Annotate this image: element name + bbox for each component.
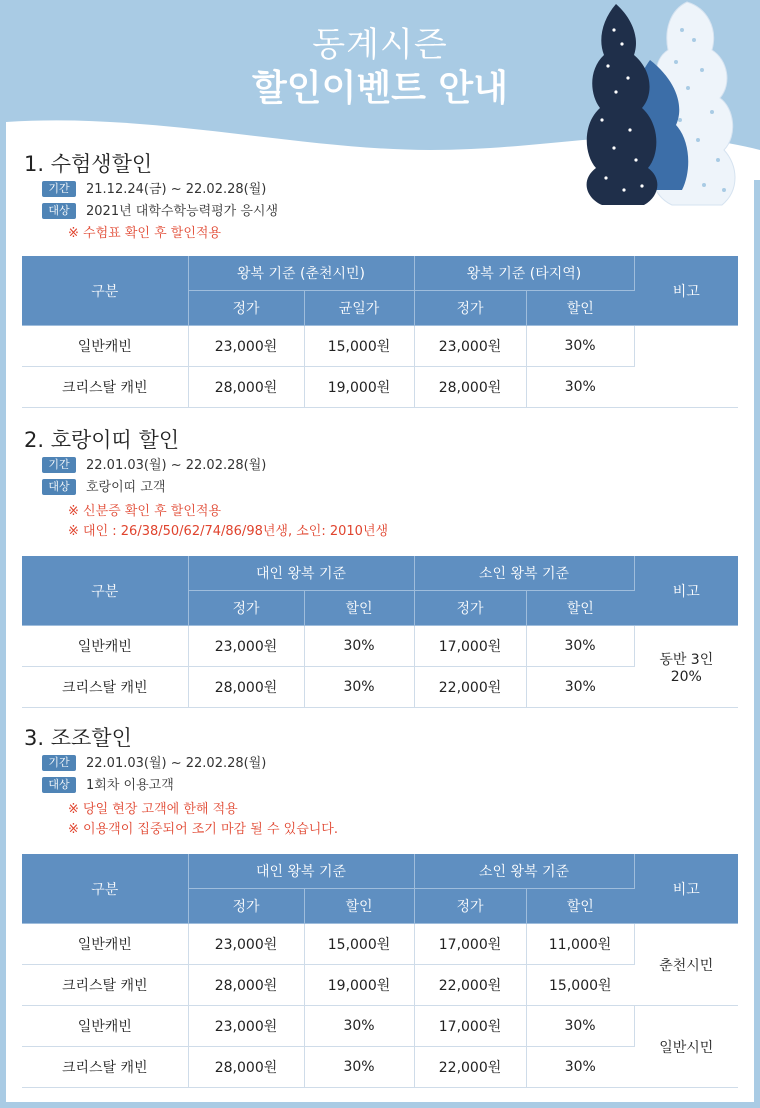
sub-header: 정가 (414, 591, 526, 626)
cell: 28,000원 (188, 1047, 304, 1088)
group1-header: 대인 왕복 기준 (188, 854, 414, 889)
section-title: 3. 조조할인 (24, 726, 132, 750)
price-table (22, 256, 738, 408)
cell: 23,000원 (188, 924, 304, 965)
group2-header: 왕복 기준 (타지역) (414, 256, 634, 291)
note-text: ※ 당일 현장 고객에 한해 적용 (68, 802, 238, 817)
period-value: 22.01.03(월) ~ 22.02.28(월) (86, 457, 267, 473)
cell-type: 크리스탈 캐빈 (22, 1047, 188, 1088)
cell: 22,000원 (414, 667, 526, 708)
col-remark-header: 비고 (634, 854, 738, 924)
table-row (22, 1006, 738, 1047)
price-table (22, 854, 738, 1088)
table-row (22, 626, 738, 667)
cell: 30% (304, 1006, 414, 1047)
target-value: 1회차 이용고객 (86, 777, 174, 793)
cell: 28,000원 (414, 367, 526, 408)
sub-header: 정가 (188, 591, 304, 626)
table-row (22, 924, 738, 965)
cell: 19,000원 (304, 965, 414, 1006)
group1-header: 왕복 기준 (춘천시민) (188, 256, 414, 291)
table-row (22, 965, 738, 1006)
table-row (22, 1047, 738, 1088)
note-text: ※ 대인 : 26/38/50/62/74/86/98년생, 소인: 2010년생 (68, 524, 389, 539)
cell: 15,000원 (304, 924, 414, 965)
section-title: 1. 수험생할인 (24, 152, 153, 176)
note-text: ※ 신분증 확인 후 할인적용 (68, 504, 222, 519)
cell-type: 크리스탈 캐빈 (22, 965, 188, 1006)
cell: 17,000원 (414, 1006, 526, 1047)
period-tag: 기간 (42, 181, 76, 197)
page-title-line1: 동계시즌 (312, 25, 448, 65)
cell: 30% (304, 667, 414, 708)
cell: 17,000원 (414, 626, 526, 667)
cell: 30% (526, 326, 634, 367)
cell: 30% (304, 1047, 414, 1088)
period-value: 22.01.03(월) ~ 22.02.28(월) (86, 755, 267, 771)
sub-header: 할인 (526, 591, 634, 626)
cell: 30% (526, 367, 634, 408)
remark-line: 20% (670, 668, 702, 685)
cell-type: 일반캐빈 (22, 924, 188, 965)
cell: 22,000원 (414, 1047, 526, 1088)
cell: 28,000원 (188, 667, 304, 708)
cell: 30% (526, 1006, 634, 1047)
cell-type: 일반캐빈 (22, 326, 188, 367)
sub-header: 정가 (188, 291, 304, 326)
cell: 30% (526, 626, 634, 667)
target-tag: 대상 (42, 479, 76, 495)
target-tag: 대상 (42, 777, 76, 793)
col-type-header: 구분 (22, 256, 188, 326)
period-value: 21.12.24(금) ~ 22.02.28(월) (86, 181, 267, 197)
cell: 17,000원 (414, 924, 526, 965)
col-remark-header: 비고 (634, 256, 738, 326)
cell-type: 일반캐빈 (22, 626, 188, 667)
col-type-header: 구분 (22, 556, 188, 626)
target-tag: 대상 (42, 203, 76, 219)
section-early-bird-discount (22, 724, 740, 1088)
cell-type: 크리스탈 캐빈 (22, 667, 188, 708)
note-text: ※ 수험표 확인 후 할인적용 (68, 226, 222, 241)
group2-header: 소인 왕복 기준 (414, 556, 634, 591)
table-row (22, 326, 738, 367)
target-value: 2021년 대학수학능력평가 응시생 (86, 203, 279, 219)
cell-type: 일반캐빈 (22, 1006, 188, 1047)
sub-header: 할인 (526, 889, 634, 924)
cell: 11,000원 (526, 924, 634, 965)
page-title-line2: 할인이벤트 안내 (252, 68, 508, 109)
col-type-header: 구분 (22, 854, 188, 924)
remark-line: 동반 3인 (659, 651, 714, 668)
cell: 23,000원 (188, 1006, 304, 1047)
price-table (22, 556, 738, 708)
cell: 28,000원 (188, 367, 304, 408)
cell: 23,000원 (414, 326, 526, 367)
sub-header: 할인 (526, 291, 634, 326)
section-title: 2. 호랑이띠 할인 (24, 428, 180, 452)
target-value: 호랑이띠 고객 (86, 479, 166, 495)
sub-header: 할인 (304, 889, 414, 924)
group1-header: 대인 왕복 기준 (188, 556, 414, 591)
cell: 15,000원 (526, 965, 634, 1006)
section-tiger-discount (22, 426, 740, 708)
col-remark-header: 비고 (634, 556, 738, 626)
cell-remark: 일반시민 (634, 1006, 738, 1088)
sub-header: 균일가 (304, 291, 414, 326)
cell-remark (634, 326, 738, 408)
sub-header: 정가 (414, 291, 526, 326)
cell: 22,000원 (414, 965, 526, 1006)
cell: 30% (304, 626, 414, 667)
section-student-discount (22, 150, 740, 408)
cell: 28,000원 (188, 965, 304, 1006)
period-tag: 기간 (42, 755, 76, 771)
cell-type: 크리스탈 캐빈 (22, 367, 188, 408)
table-row (22, 367, 738, 408)
sub-header: 할인 (304, 591, 414, 626)
note-text: ※ 이용객이 집중되어 조기 마감 될 수 있습니다. (68, 822, 338, 837)
cell: 23,000원 (188, 626, 304, 667)
cell-remark (634, 626, 738, 708)
group2-header: 소인 왕복 기준 (414, 854, 634, 889)
cell: 30% (526, 667, 634, 708)
sub-header: 정가 (188, 889, 304, 924)
cell: 15,000원 (304, 326, 414, 367)
cell-remark: 춘천시민 (634, 924, 738, 1006)
table-row (22, 667, 738, 708)
cell: 19,000원 (304, 367, 414, 408)
sub-header: 정가 (414, 889, 526, 924)
cell: 23,000원 (188, 326, 304, 367)
period-tag: 기간 (42, 457, 76, 473)
cell: 30% (526, 1047, 634, 1088)
